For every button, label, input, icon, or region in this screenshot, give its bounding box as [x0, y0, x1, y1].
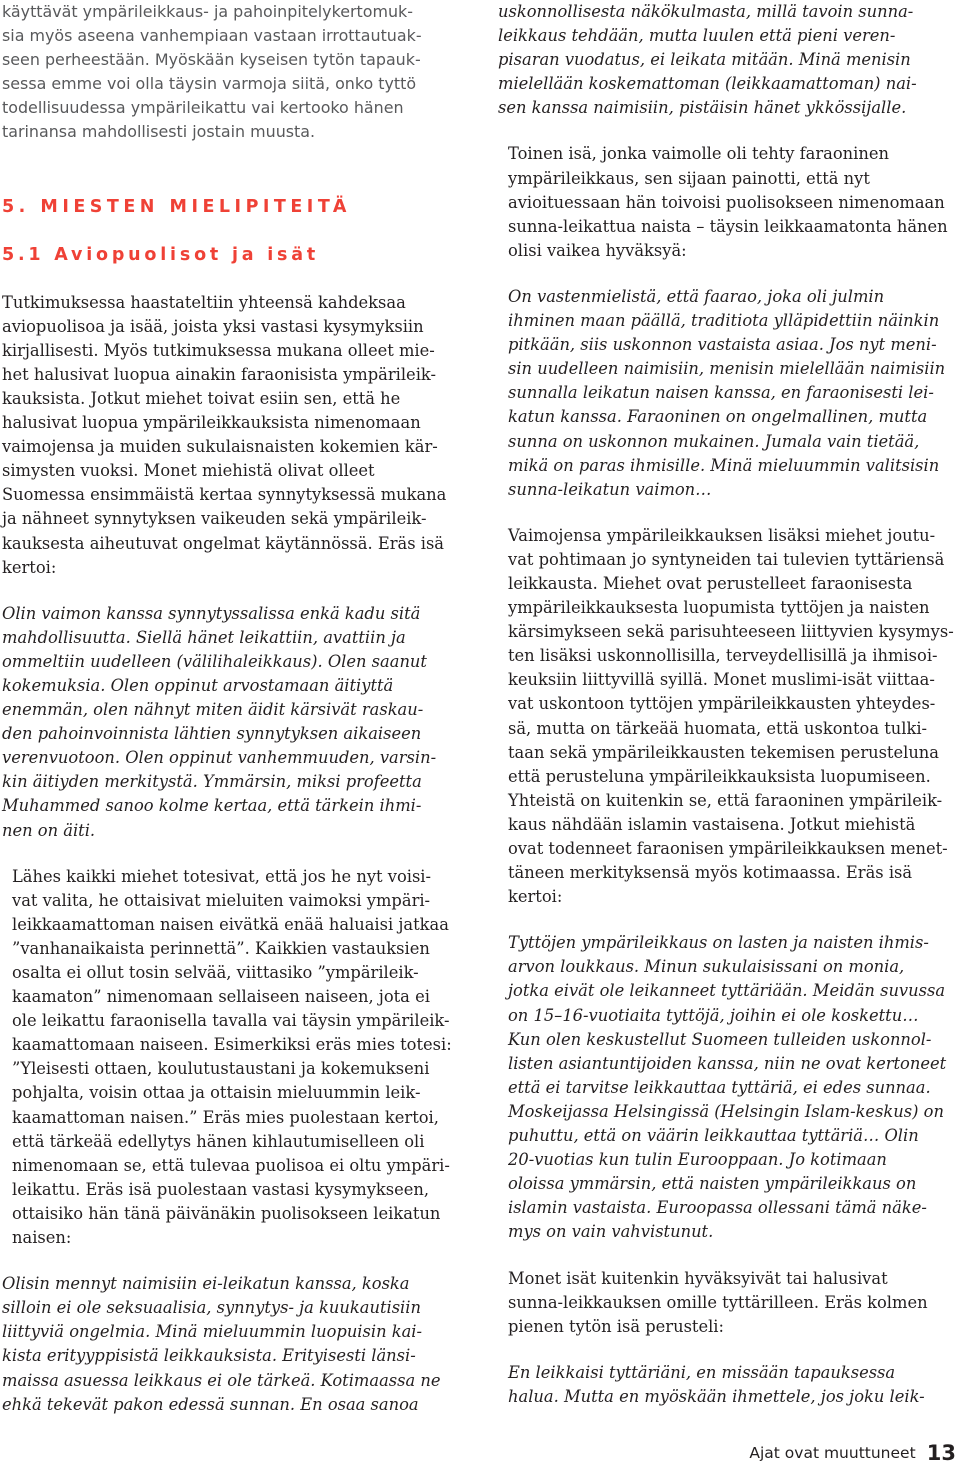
- text-line: kauksesta aiheutuvat ongelmat käytännössä. Eräs isä: [2, 533, 445, 553]
- text-line: ihminen maan päällä, traditiota ylläpidettiin näinkin: [508, 311, 940, 331]
- left-column: [2, 0, 464, 1417]
- text-line: uskonnollisesta näkökulmasta, millä tavoin sunna-: [498, 2, 914, 21]
- text-line: täneen merkityksensä myös kotimaassa. Eräs isä: [508, 863, 913, 883]
- text-line: on 15–16-vuotiaita tyttöjä, joihin ei ole koskettu…: [508, 1005, 919, 1025]
- text-line: Kun olen keskustellut Suomeen tulleiden uskonnol-: [508, 1029, 932, 1049]
- body-paragraph-daughters: [498, 524, 960, 910]
- quote-continuation: [498, 0, 960, 120]
- text-line: simysten vuoksi. Monet miehistä olivat olleet: [2, 461, 375, 481]
- text-line: verenvuotoon. Olen oppinut vanhemmuuden, varsin-: [2, 748, 437, 768]
- text-line: avioituessaan hän toivoisi puolisokseen nimenomaan: [508, 192, 945, 212]
- text-line: kista erityyppisistä leikkauksista. Erityisesti länsi-: [2, 1346, 416, 1366]
- text-line: silloin ei ole seksuaalisia, synnytys- ja kuukautisiin: [2, 1298, 421, 1318]
- text-line: Olin vaimon kanssa synnytyssalissa enkä kadu sitä: [2, 603, 421, 623]
- text-line: ottaisiko hän tänä päivänäkin puolisokseen leikatun: [12, 1203, 441, 1223]
- intro-paragraph: [2, 0, 464, 145]
- text-line: pitkään, siis uskonnon vastaista asiaa. Jos nyt meni-: [508, 335, 937, 355]
- text-line: Olisin mennyt naimisiin ei-leikatun kanssa, koska: [2, 1274, 410, 1294]
- text-line: kertoi:: [2, 557, 57, 577]
- body-paragraph-men-interviews: [2, 291, 464, 580]
- text-line: En leikkaisi tyttäriäni, en missään tapauksessa: [508, 1362, 896, 1382]
- text-line: Lähes kaikki miehet totesivat, että jos he nyt voisi-: [12, 866, 432, 886]
- text-line: ten lisäksi uskonnollisilla, terveydellisillä ja ihmisoi-: [508, 646, 938, 666]
- section-heading: 5. MIESTEN MIELIPITEITÄ: [2, 196, 351, 217]
- text-line: ”vanhanaikaista perinnettä”. Kaikkien vastauksien: [12, 938, 430, 958]
- text-line: halua. Mutta en myöskään ihmettele, jos joku leik-: [508, 1386, 925, 1406]
- text-line: 20-vuotias kun tulin Eurooppaan. Jo kotimaan: [508, 1150, 887, 1170]
- text-line: ovat todenneet faraonisen ympärileikkauksen menet-: [508, 839, 948, 858]
- text-line: Muhammed sanoo kolme kertaa, että tärkein ihmi-: [2, 796, 422, 816]
- text-line: enemmän, olen nähnyt miten äidit kärsivät raskau-: [2, 700, 424, 720]
- quote-pharaonic-disgusting: [498, 285, 960, 502]
- text-line: kirjallisesti. Myös tutkimuksessa mukana olleet mie-: [2, 340, 435, 360]
- text-line: Tyttöjen ympärileikkaus on lasten ja naisten ihmis-: [508, 933, 929, 953]
- page-footer: [749, 1441, 956, 1465]
- text-line: sunna on uskonnon mukainen. Jumala vain tietää,: [508, 431, 920, 451]
- text-line: olisi vaikea hyväksyä:: [508, 240, 687, 260]
- text-line: kaamattomaan naiseen. Esimerkiksi eräs mies totesi:: [12, 1035, 452, 1055]
- text-line: ole leikattu faraonisella tavalla vai täysin ympärileik-: [12, 1011, 450, 1031]
- text-line: mys on vain vahvistunut.: [508, 1222, 714, 1242]
- text-line: kertoi:: [508, 887, 563, 907]
- text-line: keuksiin liittyvillä syillä. Monet muslimi-isät viittaa-: [508, 670, 935, 690]
- text-line: osalta ei ollut tosin selvää, viittasiko ”ympärileik-: [12, 963, 419, 982]
- text-line: sin uudelleen naimisiin, menisin mielellään naimisiin: [508, 359, 946, 379]
- quote-would-not-cut: [498, 1361, 960, 1409]
- text-line: kokemuksia. Olen oppinut arvostamaan äitiyttä: [2, 675, 394, 695]
- text-line: vat valita, he ottaisivat mieluiten vaimoksi ympäri-: [12, 890, 431, 910]
- body-paragraph-uncut-wife: [2, 865, 464, 1251]
- publication-title: Ajat ovat muuttuneet: [749, 1444, 916, 1462]
- text-line: islamin vastaista. Euroopassa ollessani tämä näke-: [508, 1198, 927, 1218]
- text-line: leikattu. Eräs isä puolestaan vastasi kysymykseen,: [12, 1179, 430, 1199]
- text-line: puhuttu, että on väärin leikkauttaa tyttäriä… Olin: [508, 1126, 919, 1146]
- text-line: sunna-leikatun vaimon…: [508, 479, 712, 499]
- text-line: leikkaus tehdään, mutta luulen että pieni veren-: [498, 26, 896, 46]
- text-line: ommeltiin uudelleen (välilihaleikkaus). Olen saanut: [2, 651, 427, 671]
- text-line: halusivat luopua ympärileikkauksista nimenomaan: [2, 413, 421, 433]
- text-line: kaamattoman naisen.” Eräs mies puolestaan kertoi,: [12, 1107, 439, 1127]
- text-line: maissa asuessa leikkaus ei ole tärkeä. Kotimaassa ne: [2, 1370, 441, 1390]
- text-line: jotka eivät ole leikanneet tyttäriään. Meidän suvussa: [508, 981, 946, 1001]
- body-paragraph-sunna-daughters: [498, 1267, 960, 1339]
- text-line: että tärkeää edellytys hänen kihlautumiselleen oli: [12, 1131, 425, 1151]
- text-line: den pahoinvoinnista lähtien synnytyksen aikaiseen: [2, 724, 422, 744]
- text-line: seen perheestään. Myöskään kyseisen tytön tapauk-: [2, 50, 421, 70]
- text-line: Tutkimuksessa haastateltiin yhteensä kahdeksaa: [2, 292, 406, 312]
- right-column: [498, 0, 960, 1409]
- text-line: sia myös aseena vanhempiaan vastaan irrottautuak-: [2, 26, 422, 46]
- text-line: pisaran vuodatus, ei leikata mitään. Minä menisin: [498, 50, 911, 70]
- text-line: katun kanssa. Faraoninen on ongelmallinen, mutta: [508, 407, 928, 427]
- text-line: Moskeijassa Helsingissä (Helsingin Islam-keskus) on: [508, 1101, 944, 1121]
- text-line: liittyviä ongelmia. Minä mieluummin luopuisin kai-: [2, 1322, 423, 1342]
- text-line: On vastenmielistä, että faarao, joka oli julmin: [508, 286, 885, 306]
- text-line: sessa emme voi olla täysin varmoja siitä, onko tyttö: [2, 74, 417, 94]
- text-line: mikä on paras ihmisille. Minä mieluummin valitsisin: [508, 455, 940, 475]
- text-line: ympärileikkaus, sen sijaan painotti, että nyt: [508, 168, 870, 188]
- text-line: sunnalla leikatun naisen kanssa, en faraonisesti lei-: [508, 383, 934, 403]
- text-line: vat pohtimaan jo syntyneiden tai tulevien tyttäriensä: [508, 549, 945, 569]
- text-line: Monet isät kuitenkin hyväksyivät tai halusivat: [508, 1268, 888, 1288]
- body-paragraph-another-father: [498, 142, 960, 262]
- text-line: tarinansa mahdollisesti jostain muusta.: [2, 122, 316, 142]
- text-line: sä, mutta on tärkeää huomata, että uskontoa tulki-: [508, 718, 928, 738]
- quote-delivery-room: [2, 602, 464, 843]
- text-line: listen asiantuntijoiden kanssa, niin ne ovat kertoneet: [508, 1053, 947, 1073]
- text-line: kaus nähdään islamin vastaisena. Jotkut miehistä: [508, 814, 916, 834]
- text-line: mahdollisuutta. Siellä hänet leikattiin, avattiin ja: [2, 627, 406, 647]
- text-line: Vaimojensa ympärileikkauksen lisäksi miehet joutu-: [508, 525, 936, 545]
- text-line: nimenomaan se, että tulevaa puolisoa ei oltu ympäri-: [12, 1155, 450, 1175]
- text-line: Toinen isä, jonka vaimolle oli tehty faraoninen: [508, 144, 889, 164]
- text-line: että ei tarvitse leikkauttaa tyttäriä, ei edes sunnaa.: [508, 1077, 931, 1097]
- text-line: het halusivat luopua ainakin faraonisista ympärileik-: [2, 364, 436, 384]
- text-line: ympärileikkauksesta luopumista tyttöjen ja naisten: [508, 598, 930, 618]
- subsection-heading: 5.1 Aviopuolisot ja isät: [2, 244, 320, 265]
- text-line: kauksista. Jotkut miehet toivat esiin sen, että he: [2, 388, 401, 408]
- page-number: 13: [926, 1441, 956, 1465]
- text-line: kaamaton” nimenomaan sellaiseen naiseen, jota ei: [12, 987, 430, 1007]
- text-line: taan sekä ympärileikkausten tekemisen perusteluna: [508, 742, 939, 762]
- text-line: kärsimykseen sekä parisuhteeseen liittyvien kysymys-: [508, 622, 954, 642]
- text-line: kin äitiyden merkitystä. Ymmärsin, miksi profeetta: [2, 772, 422, 792]
- text-line: naisen:: [12, 1228, 72, 1248]
- quote-would-marry-uncut: [2, 1272, 464, 1417]
- text-line: sunna-leikattua naista – täysin leikkaamatonta hänen: [508, 216, 948, 236]
- quote-human-dignity: [498, 931, 960, 1244]
- text-line: käyttävät ympärileikkaus- ja pahoinpitelykertomuk-: [2, 2, 413, 21]
- text-line: nen on äiti.: [2, 820, 96, 840]
- text-line: että perusteluna ympärileikkauksista luopumiseen.: [508, 766, 931, 786]
- text-line: leikkausta. Miehet ovat perustelleet faraonisesta: [508, 573, 913, 593]
- text-line: mielellään koskemattoman (leikkaamattoman) nai-: [498, 74, 917, 94]
- text-line: vaimojensa ja muiden sukulaisnaisten kokemien kär-: [2, 437, 438, 457]
- text-line: Yhteistä on kuitenkin se, että faraoninen ympärileik-: [508, 790, 943, 810]
- text-line: leikkaamattoman naisen eivätkä enää haluaisi jatkaa: [12, 914, 449, 934]
- text-line: aviopuolisoa ja isää, joista yksi vastasi kysymyksiin: [2, 316, 424, 336]
- text-line: oloissa ymmärsin, että naisten ympärileikkaus on: [508, 1174, 917, 1194]
- text-line: ehkä tekevät pakon edessä sunnan. En osaa sanoa: [2, 1394, 419, 1414]
- text-line: arvon loukkaus. Minun sukulaisissani on monia,: [508, 957, 905, 977]
- text-line: Suomessa ensimmäistä kertaa synnytyksessä mukana: [2, 485, 447, 505]
- text-line: vat uskontoon tyttöjen ympärileikkausten yhteydes-: [508, 694, 936, 714]
- text-line: pienen tytön isä perusteli:: [508, 1316, 724, 1336]
- text-line: ”Yleisesti ottaen, koulutustaustani ja kokemukseni: [12, 1059, 430, 1079]
- text-line: todellisuudessa ympärileikattu vai kertooko hänen: [2, 98, 404, 118]
- text-line: sunna-leikkauksen omille tyttärilleen. Eräs kolmen: [508, 1292, 928, 1312]
- text-line: sen kanssa naimisiin, pistäisin hänet ykkössijalle.: [498, 98, 907, 118]
- text-line: pohjalta, voisin ottaa ja ottaisin mieluummin leik-: [12, 1083, 421, 1103]
- text-line: ja nähneet synnytyksen vaikeuden sekä ympärileik-: [2, 509, 427, 529]
